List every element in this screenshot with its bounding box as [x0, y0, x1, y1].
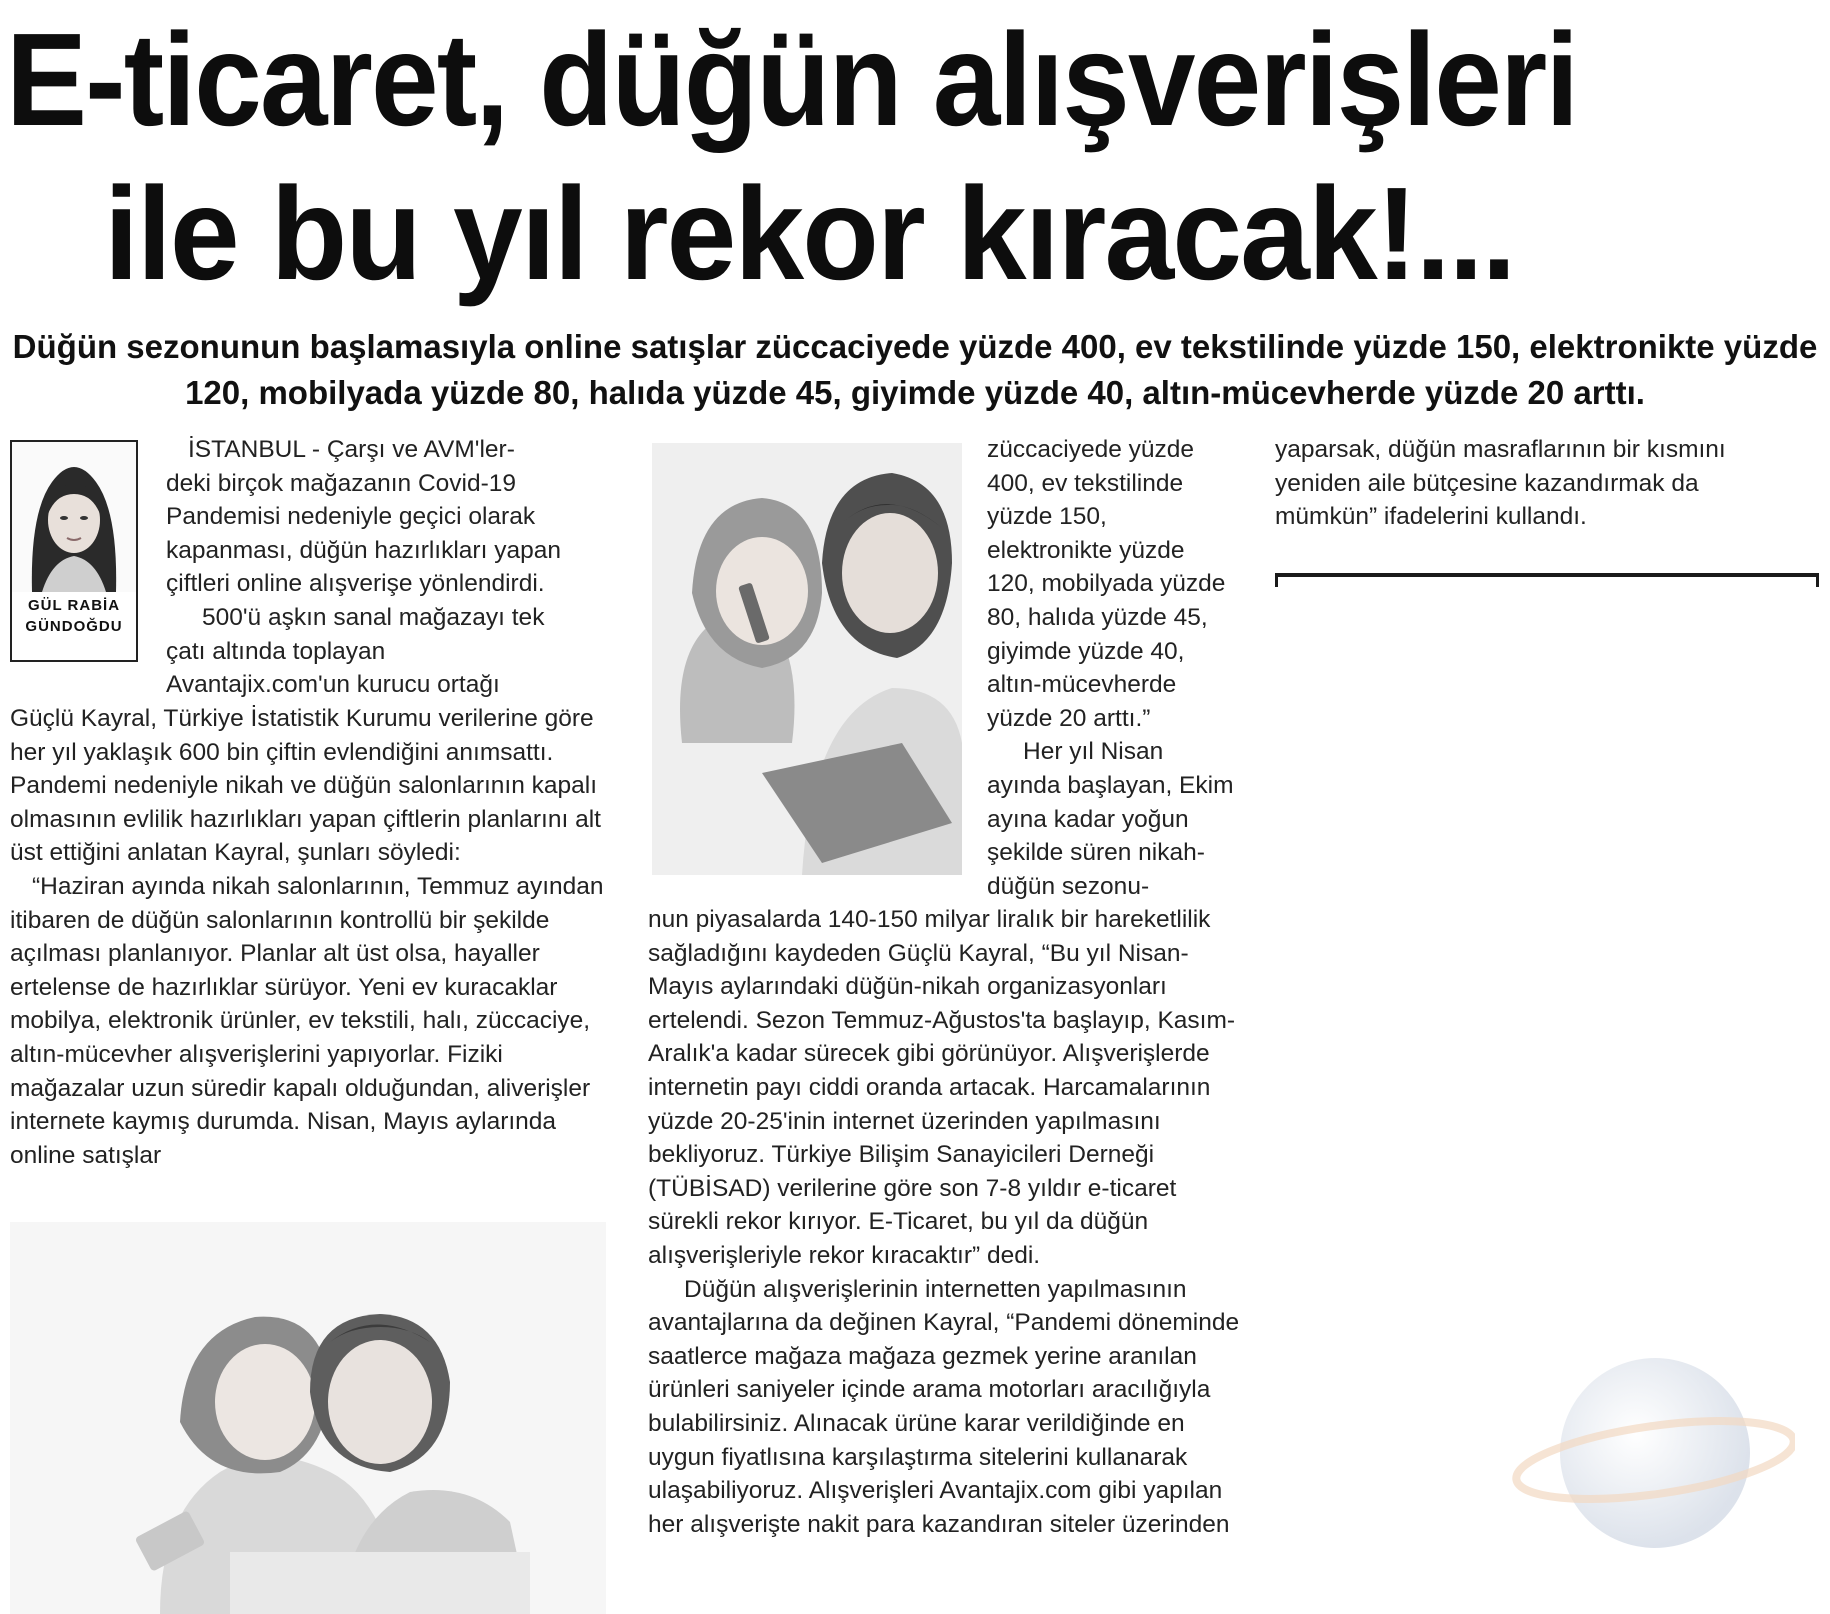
col1-line: kapanması, düğün hazırlıkları yapan — [166, 536, 561, 564]
column-end-rule — [1275, 573, 1819, 577]
col3-paragraph: yaparsak, düğün masraflarının bir kısmını yeniden aile bütçesine kazandırmak da mümkün” ifadelerini kullandı. — [1275, 436, 1726, 531]
col1-paragraph: Güçlü Kayral, Türkiye İstatistik Kurumu verilerine göre her yıl yaklaşık 600 bin çiftin evlendiğini anımsattı. Pandemi nedeniyle nikah ve düğün salonlarının kapalı olmasının evlilik hazırlıkları yapan çiftlerin planlarını alt üst ettiğini anlatan Kayral, şunları söyledi: — [10, 705, 601, 867]
col1-line: çiftleri online alışverişe yönlendirdi. — [166, 570, 545, 598]
author-box — [10, 440, 138, 662]
column-2-top — [987, 433, 1235, 903]
col1-line: çatı altında toplayan — [166, 637, 386, 665]
col2-paragraph: Düğün alışverişlerinin internetten yapılmasının avantajlarına da değinen Kayral, “Pandemi döneminde saatlerce mağaza mağaza gezmek yerine aranılan ürünleri saniyeler içinde arama motorları aracılığıyla bulabilirsiniz. Alınacak ürüne karar verildiğinde en uygun fiyatlısına karşılaştırma sitelerini kullanarak ulaşabiliyoruz. Alışverişleri Avantajix.com gibi yapılan her alışverişte nakit para kazandıran siteler üzerinden — [648, 1275, 1240, 1538]
col1-line: İSTANBUL - Çarşı ve AVM'ler- — [188, 436, 515, 463]
headline-line-2: ile bu yıl rekor kıracak!... — [104, 160, 1515, 307]
column-3 — [1275, 433, 1795, 534]
author-portrait — [12, 442, 136, 592]
col1-line: deki birçok mağazanın Covid-19 — [166, 469, 516, 497]
col2-paragraph: Her yıl Nisan ayında başlayan, Ekim ayına kadar yoğun şekilde süren nikah-düğün sezonu- — [987, 738, 1234, 900]
col2-paragraph: züccaciyede yüzde 400, ev tekstilinde yüzde 150, elektronikte yüzde 120, mobilyada yüzde 80, halıda yüzde 45, giyimde yüzde 40, altın-mücevherde yüzde 20 arttı.” — [987, 436, 1226, 732]
column-1-top — [166, 433, 611, 702]
col1-paragraph: “Haziran ayında nikah salonlarının, Temmuz ayından itibaren de düğün salonlarının kontrollü bir şekilde açılması planlanıyor. Planlar alt üst olsa, hayaller ertelense de hazırlıklar sürüyor. Yeni ev kuracaklar mobilya, elektronik ürünler, ev tekstili, halı, züccaciye, altın-mücevher alışverişlerini yapıyorlar. Fiziki mağazalar uzun süredir kapalı olduğundan, aliverişler internete kaymış durumda. Nisan, Mayıs aylarında online satışlar — [10, 872, 604, 1169]
author-name-line-1: GÜL RABİA — [27, 597, 121, 614]
col1-line: Pandemisi nedeniyle geçici olarak — [166, 503, 536, 531]
column-2-body — [648, 903, 1246, 1541]
couple-photo-bottom — [10, 1222, 606, 1614]
headline-line-1: E-ticaret, düğün alışverişleri — [6, 6, 1578, 153]
col2-paragraph: nun piyasalarda 140-150 milyar liralık bir hareketlilik sağladığını kaydeden Güçlü Kayral, “Bu yıl Nisan-Mayıs aylarındaki düğün-nikah organizasyonları ertelendi. Sezon Temmuz-Ağustos'ta başlayıp, Kasım-Aralık'a kadar sürecek gibi görünüyor. Alışverişlerde internetin payı ciddi oranda artacak. Harcamalarının yüzde 20-25'inin internet üzerinden yapılmasını bekliyoruz. Türkiye Bilişim Sanayicileri Derneği (TÜBİSAD) verilerine göre son 7-8 yıldır e-ticaret sürekli rekor kırıyor. E-Ticaret, bu yıl da düğün alışverişleriyle rekor kıracaktır” dedi. — [648, 906, 1236, 1269]
author-name-line-2: GÜNDOĞDU — [25, 618, 123, 635]
globe-watermark-icon — [1505, 1348, 1795, 1558]
col1-line: 500'ü aşkın sanal mağazayı tek — [202, 603, 545, 631]
deck-subheadline: Düğün sezonunun başlamasıyla online satışlar züccaciyede yüzde 400, ev tekstilinde yüzde 150, elektronikte yüzde 120, mobilyada yüzde 80, halıda yüzde 45, giyimde yüzde 40, altın-mücevherde yüzde 20 arttı. — [12, 328, 1818, 411]
col1-line: Avantajix.com'un kurucu ortağı — [166, 671, 500, 699]
column-1-body — [10, 702, 610, 1172]
couple-photo-top — [652, 443, 962, 875]
